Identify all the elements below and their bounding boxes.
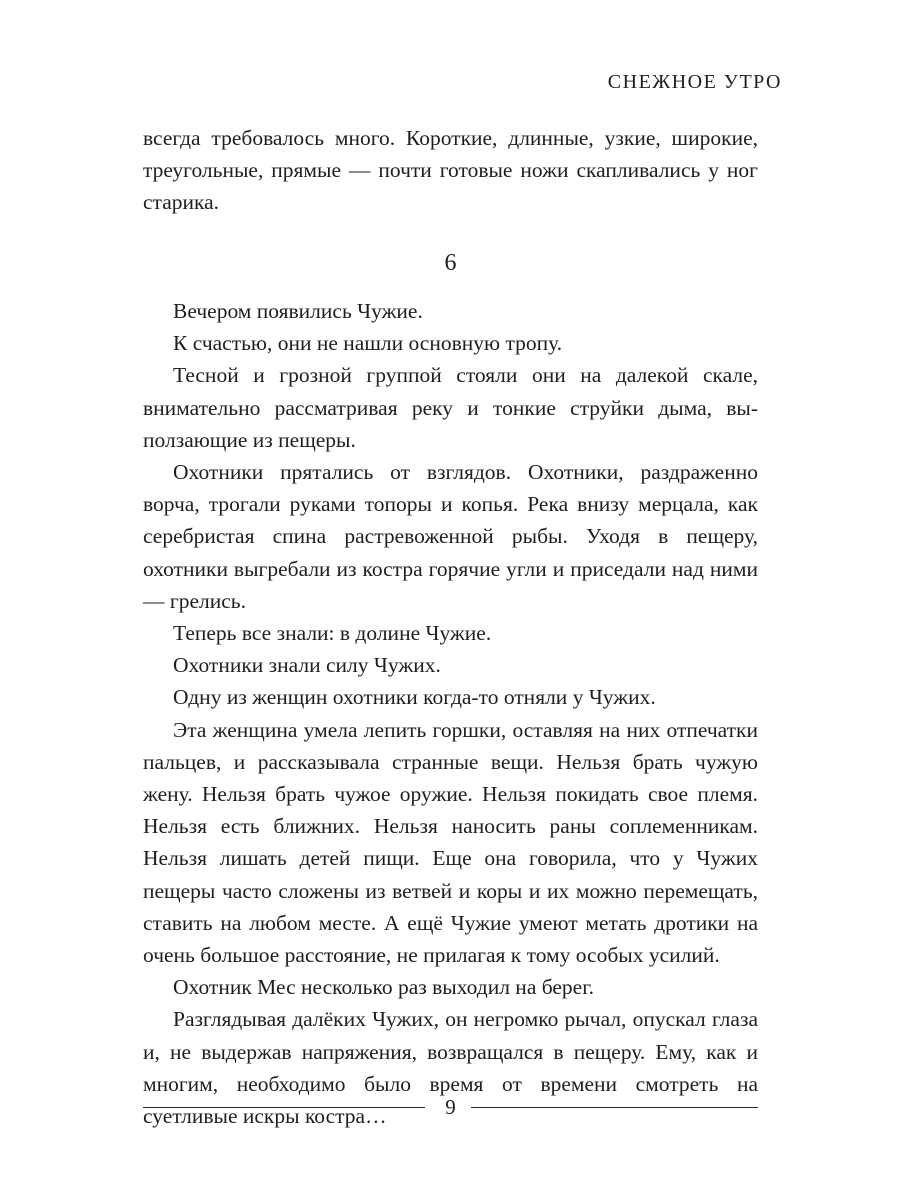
page-footer — [143, 1092, 758, 1122]
paragraph: Разглядывая далёких Чужих, он негромко рычал, опускал глаза и, не выдержав напряжения, возвращался в пещеру. Ему, как и многим, необходимо было время от времени смотреть на суетливые искры костра… — [143, 1007, 758, 1129]
paragraph: Охотник Мес несколько раз выходил на берег. — [173, 975, 594, 1000]
page-number: 9 — [445, 1095, 456, 1119]
footer-rule-right — [471, 1107, 758, 1108]
section-number: 6 — [444, 250, 457, 276]
running-title: СНЕЖНОЕ УТРО — [607, 71, 782, 93]
section-body — [143, 295, 758, 1132]
paragraph: Охотники знали силу Чужих. — [173, 653, 441, 678]
paragraph: Теперь все знали: в долине Чужие. — [173, 621, 492, 646]
continuation-paragraph: всегда требовалось много. Короткие, длинные, узкие, широкие, треугольные, прямые — почти готовые ножи скапливались у ног старика. — [143, 126, 758, 215]
continuation-text — [143, 122, 758, 219]
paragraph: К счастью, они не нашли основную тропу. — [173, 331, 563, 356]
paragraph: Вечером появились Чужие. — [173, 299, 423, 323]
paragraph: Одну из женщин охотники когда-то отняли у Чужих. — [173, 685, 656, 710]
paragraph: Эта женщина умела лепить горшки, оставляя на них отпечатки пальцев, и рассказывала странные вещи. Нельзя брать чужую жену. Нельзя брать чужое оружие. Нельзя покидать свое племя. Нельзя есть ближних. Нельзя наносить раны соплеменникам. Нельзя лишать детей пищи. Еще она говорила, что у Чужих пещеры часто сложены из ветвей и коры и их можно перемещать, ставить на любом месте. А ещё Чужие умеют метать дротики на очень большое расстояние, не прилагая к тому особых усилий. — [143, 717, 758, 968]
paragraph: Охотники прятались от взглядов. Охотники, раздраженно ворча, трогали руками топоры и копья. Река внизу мерцала, как серебристая спина растревоженной рыбы. Уходя в пещеру, охотники выгребали из костра горячие угли и приседали над ними — грелись. — [143, 460, 758, 613]
paragraph: Тесной и грозной группой стояли они на далекой скале, внимательно рассматривая реку и тонкие струйки дыма, выползающие из пещеры. — [143, 363, 758, 452]
